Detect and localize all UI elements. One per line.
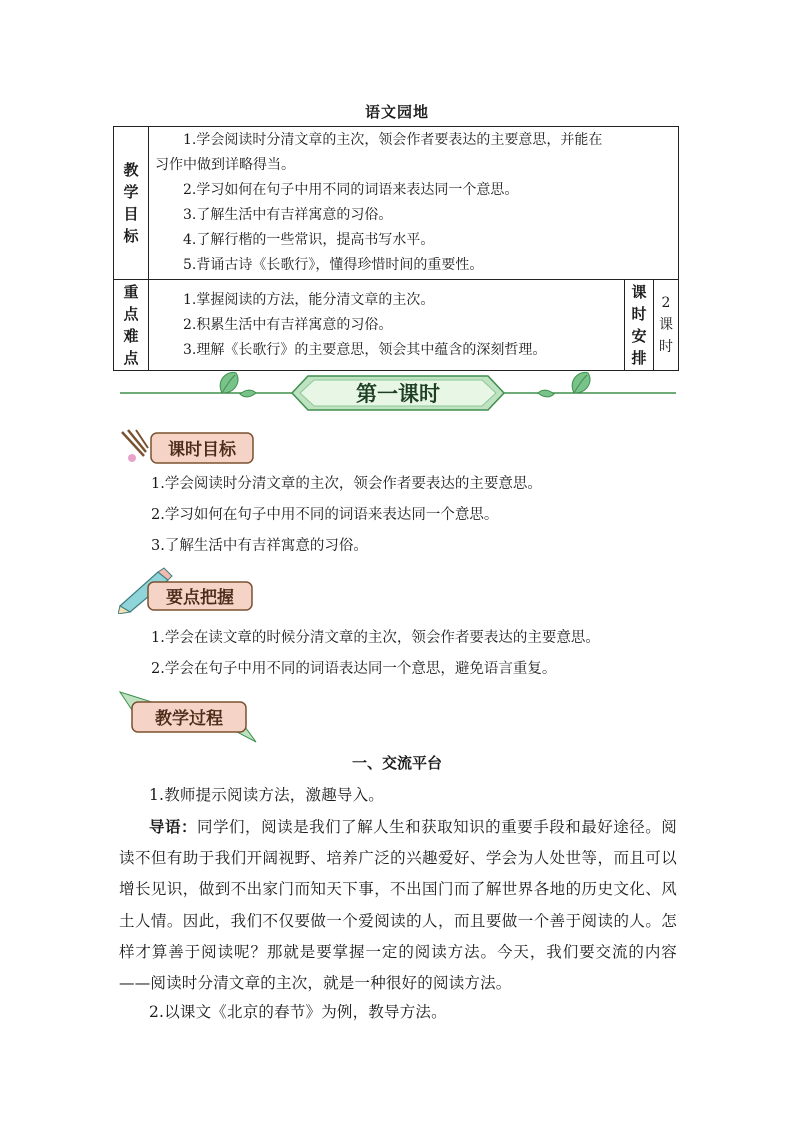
goal-line-2: 2.学习如何在句子中用不同的词语来表达同一个意思。 (183, 182, 519, 198)
vertical-char: 教 (123, 161, 139, 179)
vertical-char: 点 (123, 305, 139, 323)
vertical-char: 难 (123, 327, 139, 345)
schedule-value (654, 280, 679, 371)
brush-icon (122, 430, 148, 462)
lesson-plan-table (113, 126, 679, 371)
key-points-row (114, 280, 679, 371)
step-2: 2.以课文《北京的春节》为例，教导方法。 (149, 1003, 447, 1021)
vertical-char: 标 (123, 227, 139, 245)
goal-line-1: 1.学会阅读时分清文章的主次，领会作者要表达的主要意思，并能在 (183, 132, 603, 148)
key-points-content (149, 280, 625, 371)
page-title: 语文园地 (364, 103, 429, 121)
keypoints-badge-label: 要点把握 (166, 588, 234, 608)
goals-label (114, 127, 149, 280)
schedule-label (625, 280, 654, 371)
keypoints-badge (118, 566, 258, 614)
process-badge (118, 688, 263, 744)
goals-row (114, 127, 679, 280)
objective-3: 3.了解生活中有吉祥寓意的习俗。 (151, 538, 368, 554)
vertical-char: 安 (631, 327, 647, 345)
goal-line-4: 4.了解行楷的一些常识，提高书写水平。 (183, 232, 435, 248)
vertical-char: 课 (659, 317, 673, 333)
goals-content (149, 127, 679, 280)
vertical-char: 点 (123, 349, 139, 367)
vertical-char: 目 (123, 205, 139, 223)
lesson-banner (118, 368, 678, 418)
intro-body: 同学们，阅读是我们了解人生和获取知识的重要手段和最好途径。阅读不但有助于我们开阔视野、培养广泛的兴趣爱好、学会为人处世等，而且可以增长见识，做到不出家门而知天下事，不出国门而了解世界各地的历史文化、风土人情。因此，我们不仅要做一个爱阅读的人，而且要做一个善于阅读的人。怎样才算善于阅读呢？那就是要掌握一定的阅读方法。今天，我们要交流的内容——阅读时分清文章的主次，就是一种很好的阅读方法。 (119, 818, 677, 993)
intro-lead: 导语： (149, 817, 198, 836)
vertical-char: 重 (123, 283, 139, 301)
goals-label-text (116, 159, 146, 247)
objectives-badge-label: 课时目标 (168, 440, 236, 460)
objectives-badge (118, 428, 258, 468)
goal-line-3: 3.了解生活中有吉祥寓意的习俗。 (183, 207, 393, 223)
schedule-label-text (626, 281, 652, 369)
vertical-char: 排 (631, 349, 647, 367)
key-point-3: 3.理解《长歌行》的主要意思，领会其中蕴含的深刻哲理。 (183, 341, 547, 358)
key-point-2: 2.积累生活中有吉祥寓意的习俗。 (183, 316, 393, 333)
intro-paragraph (119, 811, 677, 999)
vertical-char: 学 (123, 183, 139, 201)
keypoint-1: 1.学会在读文章的时候分清文章的主次，领会作者要表达的主要意思。 (151, 630, 600, 646)
key-point-1: 1.掌握阅读的方法，能分清文章的主次。 (183, 291, 435, 308)
banner-title: 第一课时 (356, 381, 440, 406)
schedule-value-text (655, 292, 677, 358)
vertical-char: 课 (631, 283, 647, 301)
objective-2: 2.学习如何在句子中用不同的词语来表达同一个意思。 (151, 507, 499, 523)
vertical-char: 时 (631, 305, 647, 323)
process-badge-label: 教学过程 (155, 709, 223, 729)
vertical-char: 2 (661, 295, 671, 311)
vertical-char: 时 (659, 339, 673, 355)
goal-line-5: 5.背诵古诗《长歌行》，懂得珍惜时间的重要性。 (183, 257, 484, 273)
goal-line-1-cont: 习作中做到详略得当。 (155, 157, 295, 173)
keypoint-2: 2.学会在句子中用不同的词语表达同一个意思，避免语言重复。 (151, 661, 557, 677)
objective-1: 1.学会阅读时分清文章的主次，领会作者要表达的主要意思。 (151, 476, 542, 492)
step-1: 1.教师提示阅读方法，激趣导入。 (149, 786, 384, 804)
section-heading: 一、交流平台 (351, 754, 442, 772)
key-points-label (114, 280, 149, 371)
key-label-text (116, 281, 146, 369)
